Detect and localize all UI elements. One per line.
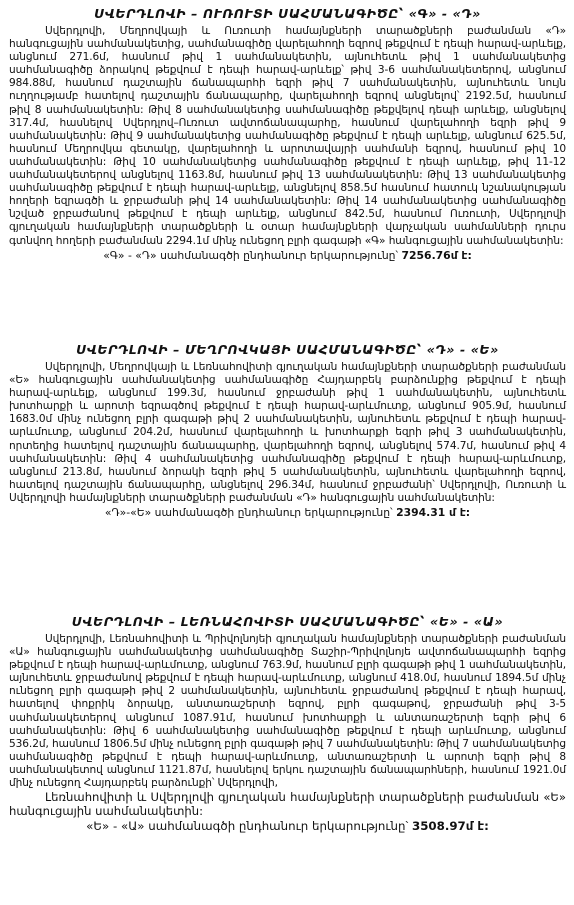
- summary-value: 3508.97մ է:: [412, 819, 489, 834]
- boundary-section-d-e: [9, 342, 566, 614]
- summary-value: 2394.31 մ է:: [396, 506, 471, 520]
- boundary-section-e-a: [9, 614, 566, 833]
- section-summary: [9, 506, 566, 520]
- summary-value: 7256.76մ է:: [401, 248, 472, 262]
- section-body: Սվերդլովի, Մեղրովկայի և Ուռուտի համայնքների տարածքների բաժանման «Դ» հանգուցային սահմանակետից, սահմանագիծը վարելահողի եզրով թեքվում է դեպի հարավ-արևելք, անցնում 271.6մ, հասնում թիվ 1 սահմանակետին, այնուհետև թիվ 1 սահմանակետից սահմանագիծը ձորակով թեքվում է դեպի հարավ-արևելք՝ թիվ 3-6 սահմանակետերով, անցնում 984.88մ, հասնում դաշտային ճանապարհի եզրի թիվ 7 սահմանակետին, այնուհետև նույն ուղղությամբ հատելով դաշտային ճանապարհը, վարելահողի եզրով անցնելով՝ 2192.5մ, հասնում թիվ 8 սահմանակետին: Թիվ 8 սահմանակետից սահմանագիծը թեքվելով դեպի արևելք, անցնելով 317.4մ, հասնելով Սվերդլով–Ուռուտ ավտոճանապարհը, հասնում վարելահողի եզրի թիվ 9 սահմանակետին: Թիվ 9 սահմանակետից սահմանագիծը թեքվում է դեպի արևելք, անցնում 625.5մ, հասնում Մեղրովկա գետակը, վարելահողի և արոտավայրի սահմանի եզրով, հասնում թիվ 10 սահմանակետին: Թիվ 10 սահմանակետից սահմանագիծը թեքվում է դեպի արևելք, թիվ 11-12 սահմանակետերով անցնելով 1163.8մ, հասնում թիվ 13 սահմանակետին: Թիվ 13 սահմանակետից սահմանագիծը թեքվում է դեպի հարավ-արևելք, անցնելով 858.5մ հասնում հատուկ նշանակության հողերի եզրագծի և ջրբաժանի թիվ 14 սահմանակետին: Թիվ 14 սահմանակետից սահմանագիծը նշված ջրբաժանով թեքվում է դեպի արևելք, անցնում 842.5մ, հասնում Ուռուտի, Սվերդլովի գյուղական համայնքների տարածքների և օտար համայնքների վարչական սահմանների դուրս գտնվող հողերի բաժանման 2294.1մ մինչ ունեցող բլրի գագաթի «Գ» հանգուցային սահմանակետին:: [9, 25, 566, 247]
- section-title: ՍՎԵՐԴԼՈՎԻ – ԼԵՌՆԱՀՈՎԻՏԻ ՍԱՀՄԱՆԱԳԻԾԸ՝ «Ե» - «Ա»: [71, 614, 504, 629]
- section-summary: [9, 249, 566, 263]
- summary-label: «Գ» - «Դ» սահմանագծի ընդհանուր երկարությունը՝: [103, 248, 399, 262]
- section-body: Սվերդլովի, Մեղրովկայի և Լեռնահովիտի գյուղական համայնքների տարածքների բաժանման «Ե» հանգուցային սահմանակետից սահմանագիծը Հայդարբեկ բարձունքից թեքվում է դեպի հարավ-արևելք, անցնում 199.3մ, հասնում ջրբաժանի թիվ 1 սահմանակետին, այնուհետև խոտհարքի և արոտի եզրագծով թեքվում է դեպի հարավ-արևմուտք, անցնում 905.9մ, հասնում 1683.0մ մինչ ունեցող բլրի գագաթի թիվ 2 սահմանակետին, այնուհետև թեքվում է դեպի հարավ-արևմուտք, անցնում 204.2մ, հասնում վարելահողի և խոտհարքի եզրի թիվ 3 սահմանակետին, որտեղից հատելով դաշտային ճանապարհը, վարելահողի եզրով, անցնելով 574.7մ, հասնում թիվ 4 սահմանակետին: Թիվ 4 սահմանակետից սահմանագիծը թեքվում է դեպի հարավ-արևմուտք, անցնում 213.8մ, հասնում ձորակի եզրի թիվ 5 սահմանակետին, այնուհետև վարելահողի եզրով, հատելով դաշտային ճանապարհը, անցնելով 296.34մ, հասնում ջրբաժանի՝ Սվերդլովի, Ուռուտի և Սվերդլովի համայնքների տարածքների բաժանման «Դ» հանգուցային սահմանակետին:: [9, 361, 566, 504]
- section-summary: [9, 819, 566, 833]
- summary-label: «Դ»-«Ե» սահմանագծի ընդհանուր երկարությունը՝: [104, 506, 393, 520]
- section-closing: Լեռնահովիտի և Սվերդլովի գյուղական համայնքների տարածքների բաժանման «Ե» հանգուցային սահմանակետին:: [9, 790, 566, 819]
- summary-label: «Ե» - «Ա» սահմանագծի ընդհանուր երկարությունը՝: [86, 819, 409, 834]
- section-title: ՍՎԵՐԴԼՈՎԻ – ՈՒՌՈՒՏԻ ՍԱՀՄԱՆԱԳԻԾԸ՝ «Գ» - «Դ»: [94, 6, 481, 21]
- boundary-section-g-d: [9, 6, 566, 342]
- section-title: ՍՎԵՐԴԼՈՎԻ – ՄԵՂՐՈՎԿԱՅԻ ՍԱՀՄԱՆԱԳԻԾԸ՝ «Դ» - «Ե»: [76, 342, 499, 357]
- section-body: Սվերդլովի, Լեռնահովիտի և Պրիվոլնոյեի գյուղական համայնքների տարածքների բաժանման «Ա» հանգուցային սահմանակետից սահմանագիծը Տաշիր-Պրիվոլնոյե ավտոճանապարհի եզրից թեքվում է դեպի հարավ-արևմուտք, անցնում 763.9մ, հասնում բլրի գագաթի թիվ 1 սահմանակետին, այնուհետև ջրբաժանով թեքվում է դեպի հարավ-արևմուտք, անցնում 418.0մ, հասնում 1894.5մ մինչ ունեցող բլրի գագաթի թիվ 2 սահմանակետին, այնուհետև ջրբաժանով թեքվում է դեպի հարավ, հատելով փոքրիկ ձորակը, անտառաշերտի եզրով, բլրի գագաթով, ջրբաժանի թիվ 3-5 սահմանակետերով անցնում 1087.91մ, հասնում խոտհարքի և անտառաշերտի եզրի թիվ 6 սահմանակետին: Թիվ 6 սահմանակետից սահմանագիծը թեքվում է դեպի արևմուտք, անցնում 536.2մ, հասնում 1806.5մ մինչ ունեցող բլրի գագաթի թիվ 7 սահմանակետին: Թիվ 7 սահմանակետից սահմանագիծը թեքվում է դեպի հարավ-արևմուտք, անտառաշերտի և արոտի եզրի թիվ 8 սահմանակետով անցնում 1121.87մ, հասնելով երկու դաշտային ճանապարհների, հասնում 1921.0մ մինչ ունեցող Հայդարբեկ բարձունքի՝ Սվերդլովի,: [9, 633, 566, 790]
